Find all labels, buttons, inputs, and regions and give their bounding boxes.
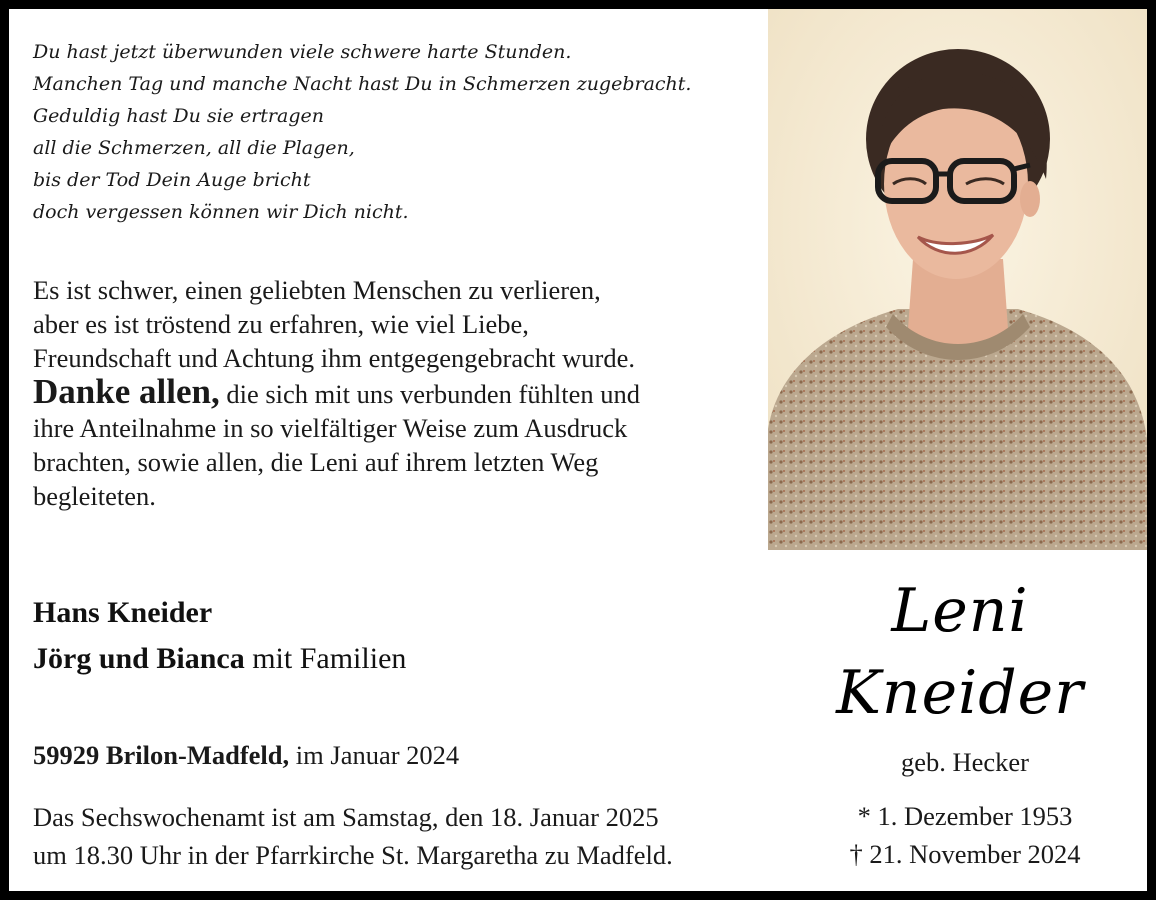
place-bold: 59929 Brilon-Madfeld, — [33, 740, 290, 770]
thanks-line: begleiteten. — [33, 481, 156, 511]
family-line-1: Hans Kneider — [33, 596, 213, 629]
last-name: Kneider — [836, 658, 1084, 728]
thanks-line: brachten, sowie allen, die Leni auf ihrem letzten Weg — [33, 447, 599, 477]
poem-line: Geduldig hast Du sie ertragen — [33, 105, 324, 127]
poem-line: Du hast jetzt überwunden viele schwere harte Stunden. — [33, 41, 572, 63]
consolation-line: Freundschaft und Achtung ihm entgegengebracht wurde. — [33, 343, 635, 373]
family-line-2-rest: mit Familien — [244, 642, 407, 675]
first-name: Leni — [891, 576, 1029, 646]
thanks-lead: Danke allen, — [33, 372, 220, 411]
portrait-illustration — [768, 9, 1147, 550]
deceased-name — [770, 570, 1150, 734]
poem — [33, 36, 753, 228]
thanks-first-line-rest: die sich mit uns verbunden fühlten und — [219, 379, 640, 409]
family-signature — [33, 590, 406, 682]
service-notice — [33, 798, 673, 874]
thanks-line: ihre Anteilnahme in so vielfältiger Weise zum Ausdruck — [33, 413, 628, 443]
poem-line: doch vergessen können wir Dich nicht. — [33, 201, 409, 223]
place-rest: im Januar 2024 — [289, 740, 460, 770]
thanks-paragraph — [33, 372, 763, 513]
family-line-2 — [33, 636, 406, 682]
birth-date: * 1. Dezember 1953 — [857, 801, 1073, 831]
thanks-first-line — [33, 372, 763, 411]
life-dates — [770, 797, 1156, 873]
poem-line: Manchen Tag und manche Nacht hast Du in Schmerzen zugebracht. — [33, 73, 692, 95]
portrait-photo — [768, 9, 1147, 550]
poem-line: bis der Tod Dein Auge bricht — [33, 169, 311, 191]
maiden-name: geb. Hecker — [900, 747, 1029, 777]
poem-line: all die Schmerzen, all die Plagen, — [33, 137, 355, 159]
place-date — [33, 737, 459, 773]
death-date: † 21. November 2024 — [849, 839, 1081, 869]
consolation-text — [33, 273, 763, 513]
service-line: Das Sechswochenamt ist am Samstag, den 18. Januar 2025 — [33, 802, 659, 832]
consolation-line: Es ist schwer, einen geliebten Menschen zu verlieren, — [33, 275, 601, 305]
family-line-2-bold: Jörg und Bianca — [33, 642, 245, 675]
consolation-line: aber es ist tröstend zu erfahren, wie viel Liebe, — [33, 309, 529, 339]
service-line: um 18.30 Uhr in der Pfarrkirche St. Margaretha zu Madfeld. — [33, 840, 673, 870]
